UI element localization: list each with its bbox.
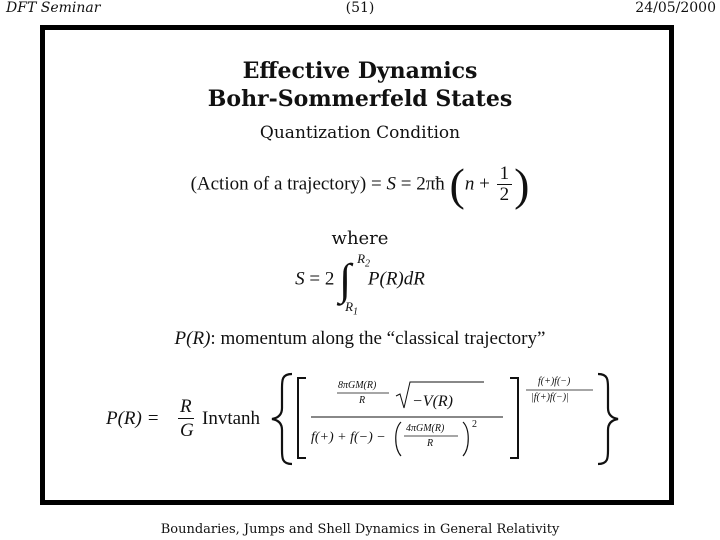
integrand: P(R)dR [367,268,425,290]
action-integral-equation [0,251,720,318]
right-paren: ) [514,159,530,210]
eq3-function: Invtanh [202,408,261,429]
eq1-equals: = [371,173,382,195]
eq1-lhs: (Action of a trajectory) [190,173,367,195]
eq1-plus: + [479,173,490,195]
eq3-exponent-denominator: |f(+)f(−)| [531,392,569,403]
slide-title-line2: Bohr-Sommerfeld States [207,86,513,112]
momentum-equation [106,368,626,468]
fraction-numerator: 1 [497,164,513,185]
eq3-rg-bar [178,418,194,419]
eq3-lhs: P(R) = [106,408,160,429]
momentum-text: : momentum along the “classical trajectory” [210,328,546,349]
header-page-number: (51) [345,0,375,16]
footer-title: Boundaries, Jumps and Shell Dynamics in General Relativity [160,522,560,537]
quantization-equation [0,159,720,210]
one-half-fraction [497,164,513,206]
momentum-description [0,328,720,350]
integral-lower-limit: $R_1$ [345,299,359,318]
eq1-equals-2: = [400,173,412,195]
integral-upper-limit: $R_2$ [357,251,371,270]
where-text: where [331,228,389,249]
header-seminar: DFT Seminar [6,0,101,16]
eq3-power: 2 [472,419,477,430]
eq3-g: G [180,420,194,441]
eq2-equals-two: = 2 [309,268,335,290]
integral-sign: ∫ $R_2$ $R_1$ [339,251,371,318]
eq1-n: n [464,173,475,195]
left-paren: ( [449,159,465,210]
eq3-denominator-top: 4πGM(R) [406,423,445,434]
eq1-s: S [386,173,396,195]
eq3-numerator-top: 8πGM(R) [338,380,377,391]
eq3-denominator-sum: f(+) + f(−) − [311,430,386,445]
slide-title: Effective Dynamics [242,58,478,84]
eq3-exponent-numerator: f(+)f(−) [538,376,571,387]
eq3-r: R [180,396,192,417]
eq3-denominator-bottom: R [427,438,434,449]
eq3-sqrt-argument: −V(R) [412,393,453,410]
eq1-coefficient: 2πħ [416,173,445,195]
eq2-s: S [295,268,305,290]
eq3-numerator-bottom: R [359,395,366,406]
fraction-denominator: 2 [499,184,510,206]
header-date: 24/05/2000 [635,0,716,16]
momentum-symbol: P(R) [174,328,211,349]
section-heading: Quantization Condition [259,123,461,143]
